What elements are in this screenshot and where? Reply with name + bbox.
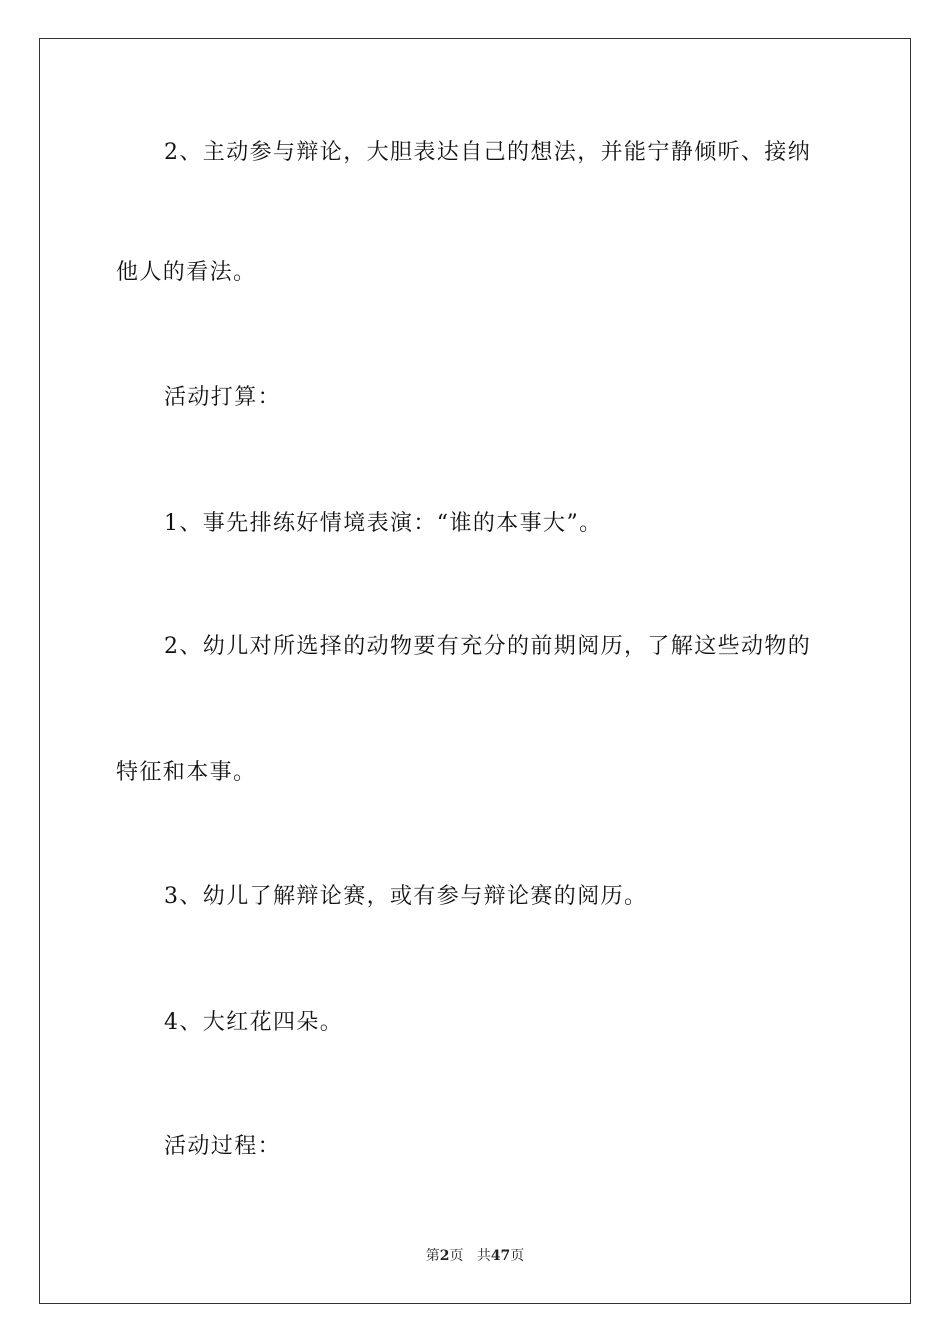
paragraph-line-2: 他人的看法。: [116, 260, 257, 285]
paragraph-line-4: 2、幼儿对所选择的动物要有充分的前期阅历，了解这些动物的: [164, 634, 812, 659]
footer-page-number: 2: [439, 1248, 450, 1264]
paragraph-line-7: 4、大红花四朵。: [164, 1010, 344, 1035]
page-footer: [0, 1246, 950, 1266]
footer-page-suffix: 页: [449, 1248, 464, 1264]
section-heading-preparation: 活动打算：: [164, 385, 282, 410]
footer-total-suffix: 页: [510, 1248, 525, 1264]
section-heading-process: 活动过程：: [164, 1134, 282, 1159]
paragraph-line-1: 2、主动参与辩论，大胆表达自己的想法，并能宁静倾听、接纳: [164, 140, 812, 165]
footer-page-prefix: 第: [425, 1248, 440, 1264]
footer-total-prefix: 共: [476, 1248, 491, 1264]
paragraph-line-6: 3、幼儿了解辩论赛，或有参与辩论赛的阅历。: [164, 884, 648, 909]
paragraph-line-3: 1、事先排练好情境表演：“谁的本事大”。: [164, 511, 603, 536]
footer-total-pages: 47: [490, 1248, 511, 1264]
paragraph-line-5: 特征和本事。: [116, 760, 257, 785]
page-frame: [39, 38, 911, 1304]
